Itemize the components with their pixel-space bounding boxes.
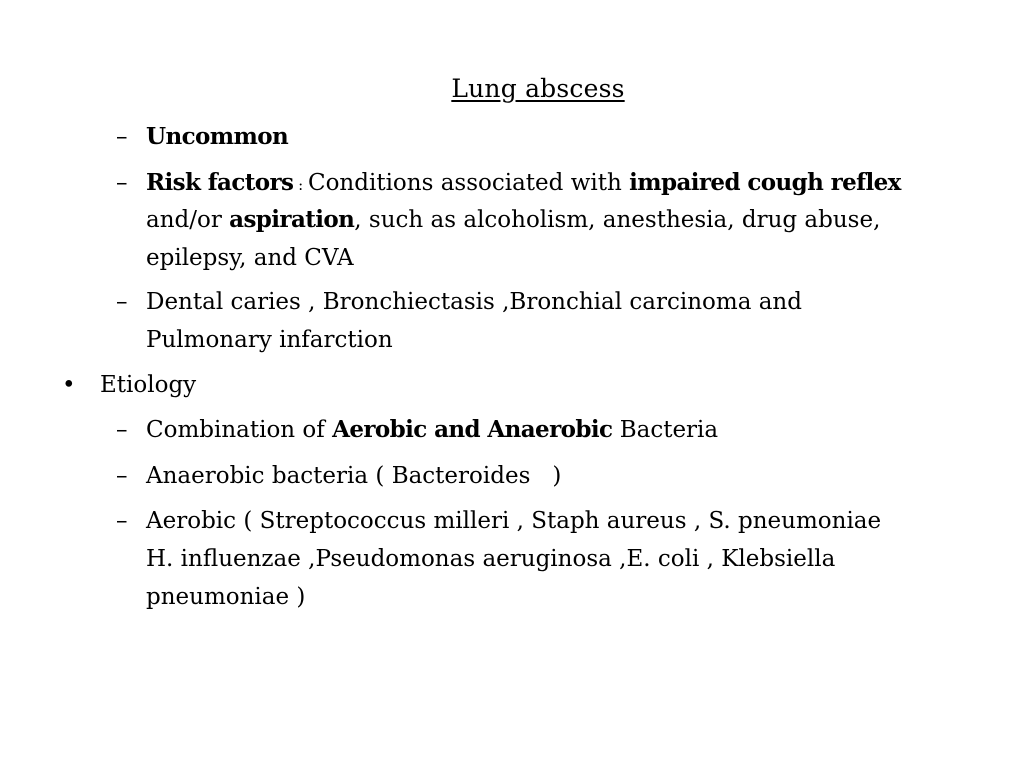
anaerobic-close-paren: ) bbox=[552, 463, 562, 489]
risk-conditions-text: , such as alcoholism, anesthesia, drug abuse, bbox=[354, 207, 881, 233]
risk-factors-colon: : bbox=[293, 176, 308, 194]
and-or-text: and/or bbox=[146, 207, 230, 233]
item-risk-factors-line2 bbox=[146, 205, 880, 235]
bullet-marker: • bbox=[62, 372, 76, 398]
dash-marker: – bbox=[116, 417, 128, 443]
dash-marker: – bbox=[116, 124, 128, 150]
combination-text: Combination of bbox=[146, 417, 333, 443]
item-aerobic-line2: H. influenzae ,Pseudomonas aeruginosa ,E. coli , Klebsiella bbox=[146, 546, 836, 572]
aerobic-anaerobic-text: Aerobic and Anaerobic bbox=[332, 416, 613, 443]
risk-factors-label: Risk factors bbox=[146, 169, 294, 196]
dash-marker: – bbox=[116, 170, 128, 196]
item-dental-line1: Dental caries , Bronchiectasis ,Bronchial carcinoma and bbox=[146, 289, 802, 315]
item-anaerobic bbox=[146, 461, 561, 491]
aspiration-text: aspiration bbox=[229, 206, 355, 233]
dash-marker: – bbox=[116, 508, 128, 534]
dash-marker: – bbox=[116, 289, 128, 315]
uncommon-label: Uncommon bbox=[146, 123, 289, 150]
item-uncommon bbox=[146, 122, 288, 152]
item-risk-factors-line1 bbox=[146, 168, 901, 200]
impaired-cough-reflex: impaired cough reflex bbox=[629, 169, 901, 196]
dash-marker: – bbox=[116, 463, 128, 489]
slide-title: Lung abscess bbox=[451, 74, 625, 103]
risk-factors-text: Conditions associated with bbox=[307, 170, 630, 196]
item-aerobic-line3: pneumoniae ) bbox=[146, 584, 306, 610]
item-risk-factors-line3: epilepsy, and CVA bbox=[146, 245, 354, 271]
item-aerobic-line1: Aerobic ( Streptococcus milleri , Staph aureus , S. pneumoniae bbox=[146, 508, 882, 534]
item-combination bbox=[146, 415, 718, 445]
bacteria-text: Bacteria bbox=[612, 417, 719, 443]
item-etiology: Etiology bbox=[100, 372, 197, 398]
item-dental-line2: Pulmonary infarction bbox=[146, 327, 393, 353]
anaerobic-text: Anaerobic bacteria ( Bacteroides bbox=[146, 463, 531, 489]
